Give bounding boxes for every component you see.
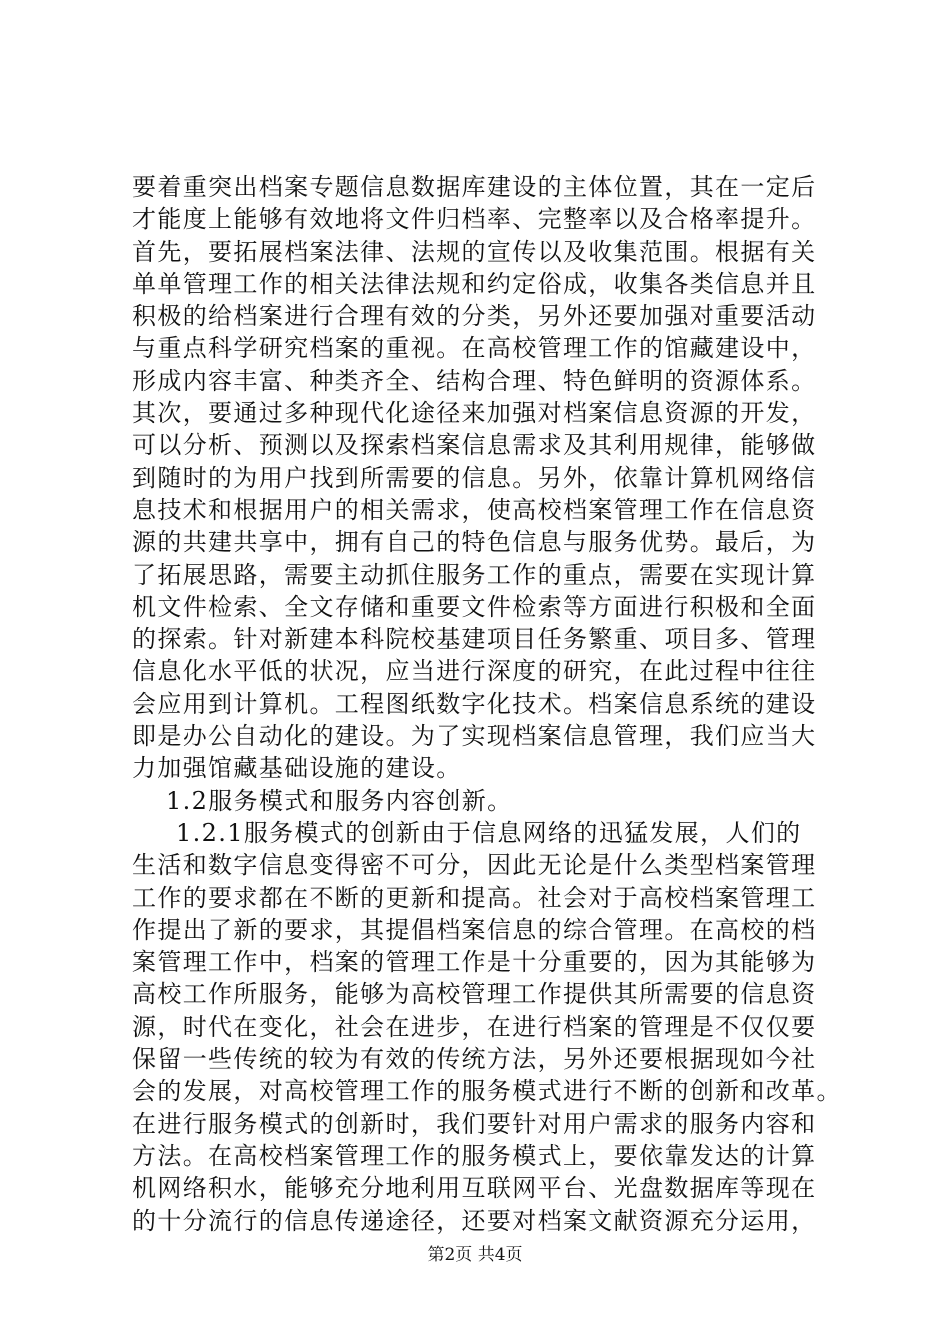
text-line: 与重点科学研究档案的重视。在高校管理工作的馆藏建设中， [132,334,817,363]
text-line: 到随时的为用户找到所需要的信息。另外，依靠计算机网络信 [132,463,817,492]
text-line: 的十分流行的信息传递途径，还要对档案文献资源充分运用， [132,1206,817,1235]
text-line: 案管理工作中，档案的管理工作是十分重要的，因为其能够为 [132,948,817,977]
section-heading: 1.2服务模式和服务内容创新。 [166,786,513,815]
text-line: 要着重突出档案专题信息数据库建设的主体位置，其在一定后 [132,173,817,201]
text-line: 高校工作所服务，能够为高校管理工作提供其所需要的信息资 [132,980,817,1009]
paragraph-1 [132,171,852,785]
text-line: 机文件检索、全文存储和重要文件检索等方面进行积极和全面 [132,592,817,621]
text-line: 其次，要通过多种现代化途径来加强对档案信息资源的开发， [132,399,817,428]
text-line: 1.2.1服务模式的创新由于信息网络的迅猛发展，人们的 [176,818,802,847]
text-line: 了拓展思路，需要主动抓住服务工作的重点，需要在实现计算 [132,560,817,589]
body-text [132,171,852,1237]
text-line: 生活和数字信息变得密不可分，因此无论是什么类型档案管理 [132,851,817,880]
text-line: 源，时代在变化，社会在进步，在进行档案的管理是不仅仅要 [132,1012,817,1041]
text-line: 源的共建共享中，拥有自己的特色信息与服务优势。最后，为 [132,528,817,557]
text-line: 即是办公自动化的建设。为了实现档案信息管理，我们应当大 [132,722,817,751]
text-line: 会的发展，对高校管理工作的服务模式进行不断的创新和改革。 [132,1077,842,1106]
text-line: 工作的要求都在不断的更新和提高。社会对于高校档案管理工 [132,883,817,912]
text-line: 息技术和根据用户的相关需求，使高校档案管理工作在信息资 [132,495,817,524]
text-line: 可以分析、预测以及探索档案信息需求及其利用规律，能够做 [132,431,817,460]
text-line: 机网络积水，能够充分地利用互联网平台、光盘数据库等现在 [132,1174,817,1203]
page-footer [0,1245,950,1265]
text-line: 才能度上能够有效地将文件归档率、完整率以及合格率提升。 [132,205,817,234]
text-line: 在进行服务模式的创新时，我们要针对用户需求的服务内容和 [132,1109,817,1138]
paragraph-2 [132,817,852,1237]
text-line: 信息化水平低的状况，应当进行深度的研究，在此过程中往往 [132,657,817,686]
text-line: 积极的给档案进行合理有效的分类，另外还要加强对重要活动 [132,302,817,331]
text-line: 的探索。针对新建本科院校基建项目任务繁重、项目多、管理 [132,625,817,654]
text-line: 方法。在高校档案管理工作的服务模式上，要依靠发达的计算 [132,1141,817,1170]
text-line: 形成内容丰富、种类齐全、结构合理、特色鲜明的资源体系。 [132,366,817,395]
text-line: 保留一些传统的较为有效的传统方法，另外还要根据现如今社 [132,1045,817,1074]
page-number: 第2页 共4页 [427,1245,523,1265]
text-line: 单单管理工作的相关法律法规和约定俗成，收集各类信息并且 [132,269,817,298]
text-line: 力加强馆藏基础设施的建设。 [132,754,462,783]
text-line: 首先，要拓展档案法律、法规的宣传以及收集范围。根据有关 [132,237,817,266]
text-line: 作提出了新的要求，其提倡档案信息的综合管理。在高校的档 [132,915,817,944]
text-line: 会应用到计算机。工程图纸数字化技术。档案信息系统的建设 [132,689,817,718]
